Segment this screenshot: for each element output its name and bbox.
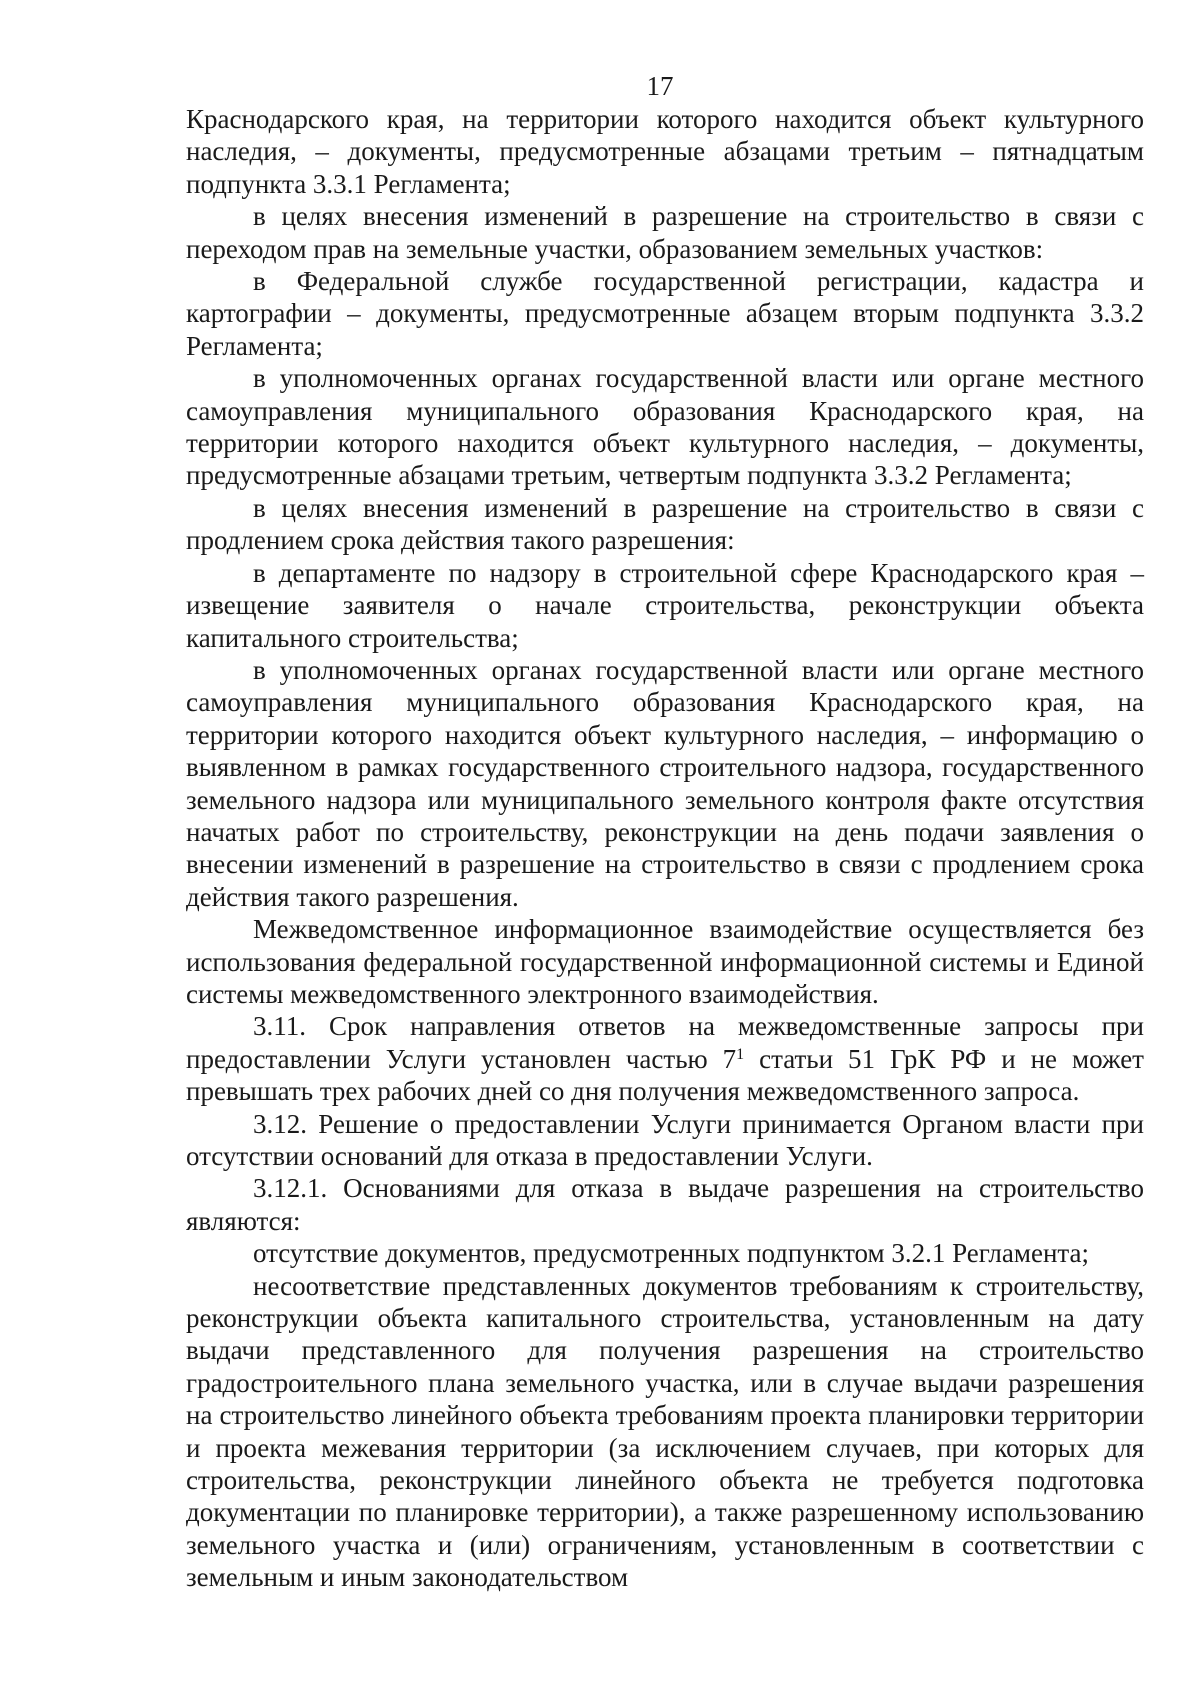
paragraph-1: Краснодарского края, на территории которого находится объект культурного наследия, – документы, предусмотренные абзацами третьим – пятнадцатым подпункта 3.3.1 Регламента;: [186, 104, 1144, 199]
paragraph-12: отсутствие документов, предусмотренных подпунктом 3.2.1 Регламента;: [253, 1238, 1090, 1269]
page-number: 17: [646, 71, 674, 101]
superscript: 1: [736, 1045, 745, 1063]
paragraph-6: в департаменте по надзору в строительной сфере Краснодарского края – извещение заявителя о начале строительства, реконструкции объекта капитального строительства;: [186, 557, 1144, 653]
document-body: [186, 103, 1144, 1594]
paragraph-9: [186, 1010, 1144, 1107]
paragraph-5: в целях внесения изменений в разрешение на строительство в связи с продлением срока действия такого разрешения:: [186, 492, 1144, 556]
paragraph-13: несоответствие представленных документов требованиям к строительству, реконструкции объекта капитального строительства, установленным на дату выдачи представленного для получения разрешения на строительство градостроительного плана земельного участка, или в случае выдачи разрешения на строительство линейного объекта требованиям проекта планировки территории и проекта межевания территории (за исключением случаев, при которых для строительства, реконструкции линейного объекта не требуется подготовка документации по планировке территории), а также разрешенному использованию земельного участка и (или) ограничениям, установленным в соответствии с земельным и иным законодательством: [186, 1270, 1144, 1593]
paragraph-4: в уполномоченных органах государственной власти или органе местного самоуправления муниципального образования Краснодарского края, на территории которого находится объект культурного наследия, – документы, предусмотренные абзацами третьим, четвертым подпункта 3.3.2 Регламента;: [186, 363, 1144, 491]
paragraph-7: в уполномоченных органах государственной власти или органе местного самоуправления муниципального образования Краснодарского края, на территории которого находится объект культурного наследия, – информацию о выявленном в рамках государственного строительного надзора, государственного земельного надзора или муниципального земельного контроля факте отсутствия начатых работ по строительству, реконструкции на день подачи заявления о внесении изменений в разрешение на строительство в связи с продлением срока действия такого разрешения.: [186, 654, 1144, 912]
paragraph-10: 3.12. Решение о предоставлении Услуги принимается Органом власти при отсутствии оснований для отказа в предоставлении Услуги.: [186, 1108, 1144, 1171]
paragraph-2: в целях внесения изменений в разрешение на строительство в связи с переходом прав на земельные участки, образованием земельных участков:: [186, 201, 1144, 264]
paragraph-8: Межведомственное информационное взаимодействие осуществляется без использования федеральной государственной информационной системы и Единой системы межведомственного электронного взаимодействия.: [186, 914, 1144, 1009]
paragraph-9-text-after: статьи 51 ГрК РФ и не может превышать трех рабочих дней со дня получения межведомственного запроса.: [186, 1043, 1144, 1107]
paragraph-11: 3.12.1. Основаниями для отказа в выдаче разрешения на строительство являются:: [186, 1173, 1144, 1236]
paragraph-3: в Федеральной службе государственной регистрации, кадастра и картографии – документы, предусмотренные абзацем вторым подпункта 3.3.2 Регламента;: [186, 266, 1144, 361]
paragraph-9-text: 3.11. Срок направления ответов на межведомственные запросы при предоставлении Услуги установлен частью 7: [186, 1011, 1144, 1074]
